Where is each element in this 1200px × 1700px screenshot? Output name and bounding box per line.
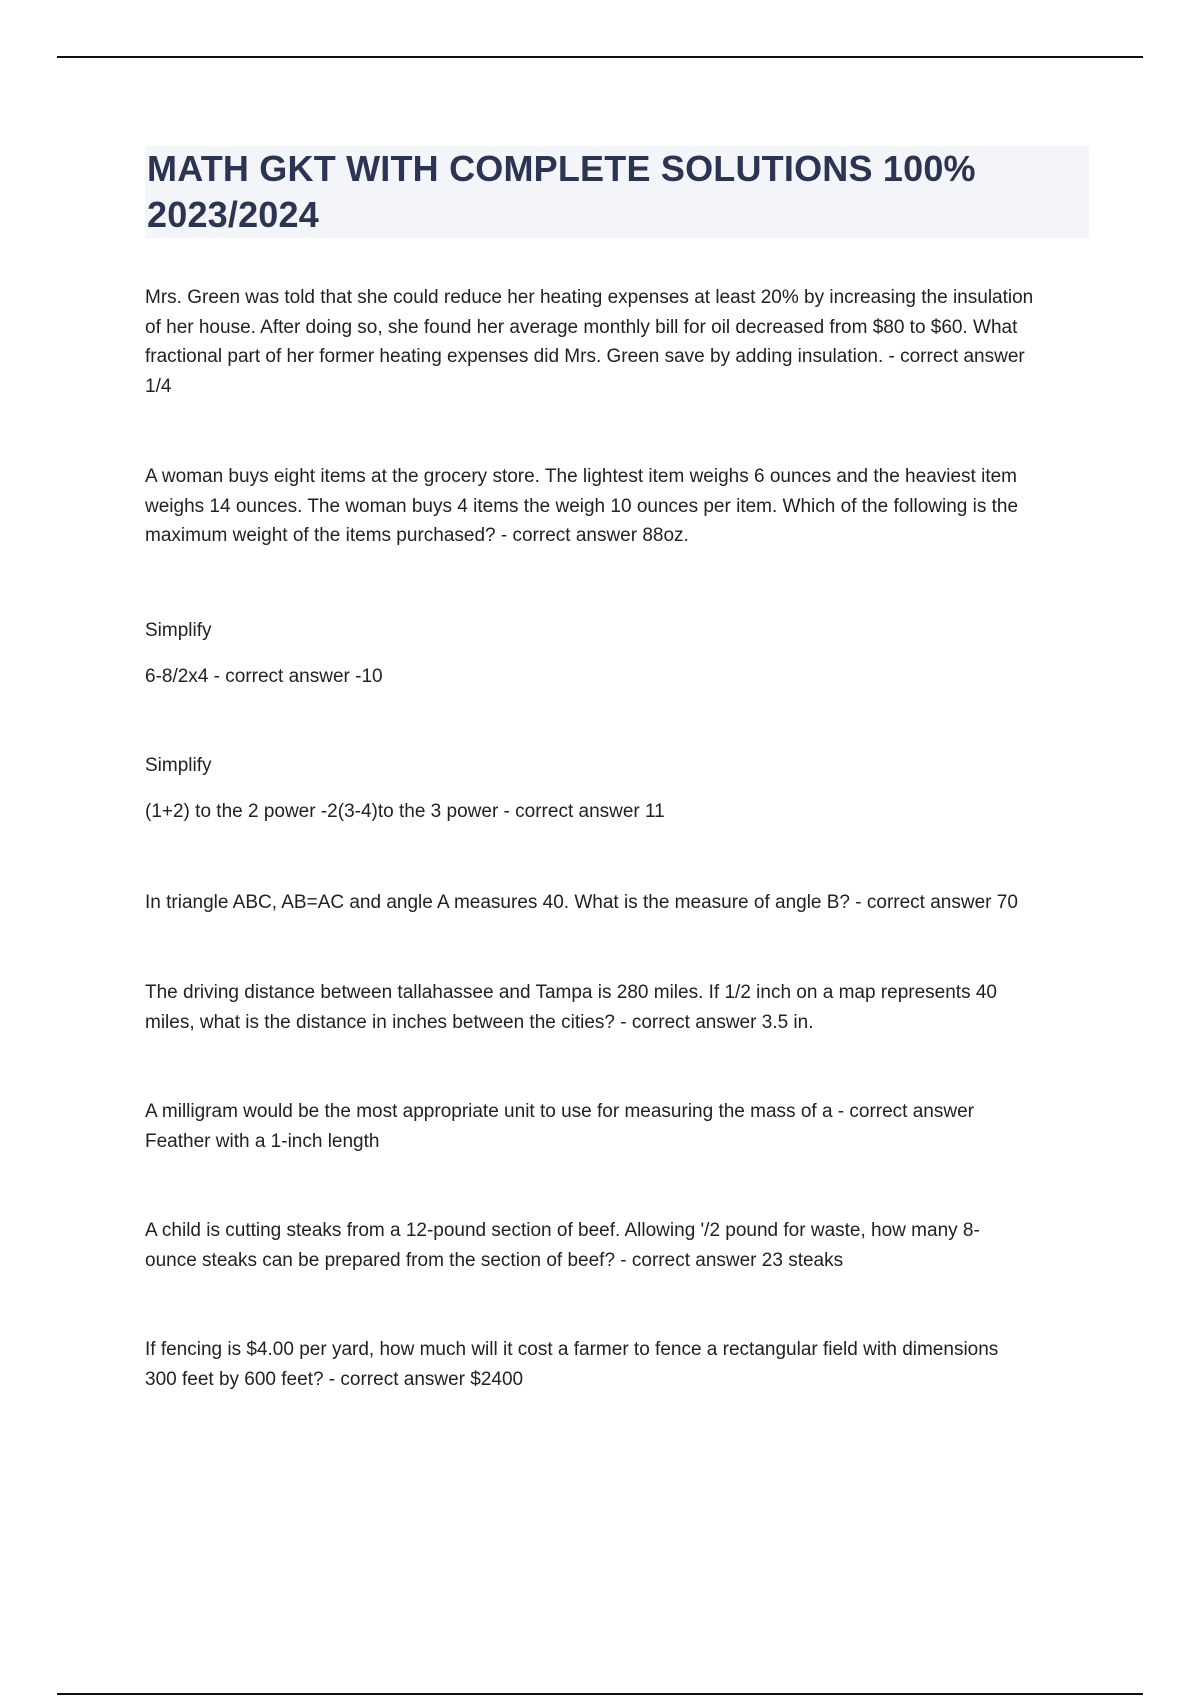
title-line-1: MATH GKT WITH COMPLETE SOLUTIONS 100%	[147, 148, 976, 189]
question-prompt: Simplify	[145, 619, 212, 641]
question-text-line: Mrs. Green was told that she could reduce her heating expenses at least 20% by increasing the insulation	[145, 287, 1034, 308]
question-list	[145, 283, 1095, 1394]
question-item	[145, 283, 1095, 401]
top-rule	[57, 56, 1143, 58]
question-text-line: If fencing is $4.00 per yard, how much will it cost a farmer to fence a rectangular field with dimensions	[145, 1339, 999, 1360]
question-item	[145, 1216, 1095, 1275]
question-item	[145, 751, 1095, 827]
question-item	[145, 462, 1095, 551]
bottom-rule	[57, 1693, 1143, 1695]
question-prompt: Simplify	[145, 754, 212, 776]
question-text-line: fractional part of her former heating expenses did Mrs. Green save by adding insulation. - correct answer	[145, 346, 1025, 367]
question-text-line: A woman buys eight items at the grocery store. The lightest item weighs 6 ounces and the heaviest item	[145, 466, 1017, 487]
question-text-line: of her house. After doing so, she found her average monthly bill for oil decreased from $80 to $60. What	[145, 316, 1018, 338]
title-line-2: 2023/2024	[147, 194, 319, 235]
question-item	[145, 616, 1095, 692]
question-text-line: (1+2) to the 2 power -2(3-4)to the 3 power - correct answer 11	[145, 801, 665, 822]
document-title	[147, 146, 1089, 238]
question-text-line: miles, what is the distance in inches between the cities? - correct answer 3.5 in.	[145, 1011, 814, 1033]
question-text-line: 300 feet by 600 feet? - correct answer $2400	[145, 1368, 524, 1390]
question-text-line: A child is cutting steaks from a 12-pound section of beef. Allowing '/2 pound for waste, how many 8-	[145, 1220, 980, 1241]
question-text-line: ounce steaks can be prepared from the section of beef? - correct answer 23 steaks	[145, 1249, 844, 1271]
question-item	[145, 888, 1095, 918]
question-item	[145, 1335, 1095, 1394]
question-text-line: maximum weight of the items purchased? - correct answer 88oz.	[145, 525, 689, 546]
question-text-line: The driving distance between tallahassee and Tampa is 280 miles. If 1/2 inch on a map represents 40	[145, 982, 997, 1003]
title-banner	[145, 146, 1089, 238]
question-text-line: weighs 14 ounces. The woman buys 4 items the weigh 10 ounces per item. Which of the following is the	[145, 495, 1019, 517]
question-text-line: 6-8/2x4 - correct answer -10	[145, 666, 383, 687]
question-item	[145, 978, 1095, 1037]
question-item	[145, 1097, 1095, 1156]
question-text-line: In triangle ABC, AB=AC and angle A measures 40. What is the measure of angle B? - correct answer 70	[145, 891, 1018, 913]
answer-text-line: 1/4	[145, 375, 172, 397]
question-text-line: A milligram would be the most appropriate unit to use for measuring the mass of a - correct answer	[145, 1101, 974, 1122]
question-text-line: Feather with a 1-inch length	[145, 1130, 380, 1152]
